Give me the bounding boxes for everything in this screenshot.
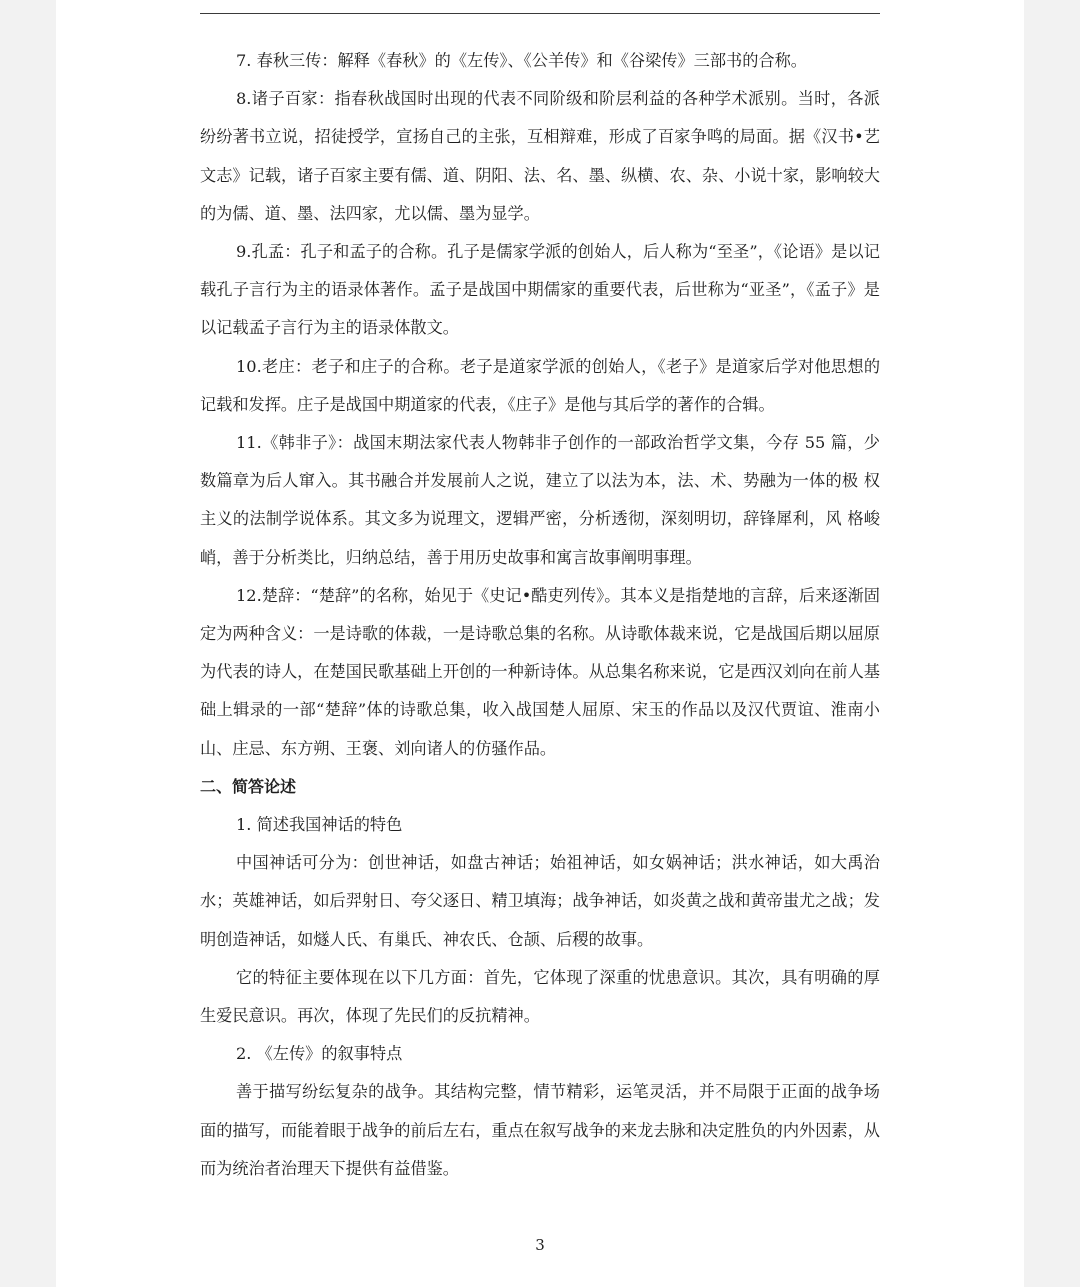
paragraph-term-11: 11.《韩非子》：战国末期法家代表人物韩非子创作的一部政治哲学文集，今存 55 篇，少 数篇章为后人窜入。其书融合并发展前人之说，建立了以法为本，法、术、势融为一体的极 权主义的法制学说体系。其文多为说理文，逻辑严密，分析透彻，深刻明切，辞锋犀利，风 格峻峭，善于分析类比，归纳总结，善于用历史故事和寓言故事阐明事理。 bbox=[200, 433, 880, 567]
header-rule bbox=[200, 13, 880, 14]
document-body bbox=[200, 42, 880, 1188]
question-1-title: 1. 简述我国神话的特色 bbox=[236, 815, 403, 835]
paragraph-term-10: 10.老庄：老子和庄子的合称。老子是道家学派的创始人，《老子》是道家后学对他思想的记载和发挥。庄子是战国中期道家的代表，《庄子》是他与其后学的著作的合辑。 bbox=[200, 356, 880, 414]
question-1-paragraph: 中国神话可分为：创世神话，如盘古神话；始祖神话，如女娲神话；洪水神话，如大禹治水；英雄神话，如后羿射日、夸父逐日、精卫填海；战争神话，如炎黄之战和黄帝蚩尤之战；发明创造神话，如燧人氏、有巢氏、神农氏、仓颉、后稷的故事。 bbox=[200, 853, 880, 949]
paragraph-term-7: 7. 春秋三传：解释《春秋》的《左传》、《公羊传》和《谷梁传》三部书的合称。 bbox=[236, 51, 807, 70]
question-2-title: 2. 《左传》的叙事特点 bbox=[236, 1044, 403, 1064]
paragraph-term-8: 8.诸子百家：指春秋战国时出现的代表不同阶级和阶层利益的各种学术派别。当时，各派纷纷著书立说，招徒授学，宣扬自己的主张，互相辩难，形成了百家争鸣的局面。据《汉书•艺文志》记载，诸子百家主要有儒、道、阴阳、法、名、墨、纵横、农、杂、小说十家，影响较大的为儒、道、墨、法四家，尤以儒、墨为显学。 bbox=[200, 89, 880, 223]
question-2-paragraph: 善于描写纷纭复杂的战争。其结构完整，情节精彩，运笔灵活，并不局限于正面的战争场面的描写，而能着眼于战争的前后左右，重点在叙写战争的来龙去脉和决定胜负的内外因素，从而为统治者治理天下提供有益借鉴。 bbox=[200, 1082, 880, 1178]
paragraph-term-9: 9.孔孟：孔子和孟子的合称。孔子是儒家学派的创始人，后人称为“至圣”，《论语》是以记载孔子言行为主的语录体著作。孟子是战国中期儒家的重要代表，后世称为“亚圣”，《孟子》是以记载孟子言行为主的语录体散文。 bbox=[200, 242, 880, 338]
paragraph-term-12: 12.楚辞：“楚辞”的名称，始见于《史记•酷吏列传》。其本义是指楚地的言辞，后来逐渐固定为两种含义：一是诗歌的体裁，一是诗歌总集的名称。从诗歌体裁来说，它是战国后期以屈原为代表的诗人，在楚国民歌基础上开创的一种新诗体。从总集名称来说，它是西汉刘向在前人基础上辑录的一部“楚辞”体的诗歌总集，收入战国楚人屈原、宋玉的作品以及汉代贾谊、淮南小山、庄忌、东方朔、王褒、刘向诸人的仿骚作品。 bbox=[200, 585, 880, 758]
page-number: 3 bbox=[535, 1236, 545, 1254]
question-1-paragraph: 它的特征主要体现在以下几方面：首先，它体现了深重的忧患意识。其次，具有明确的厚生爱民意识。再次，体现了先民们的反抗精神。 bbox=[200, 967, 880, 1026]
section-heading: 二、简答论述 bbox=[200, 776, 297, 796]
